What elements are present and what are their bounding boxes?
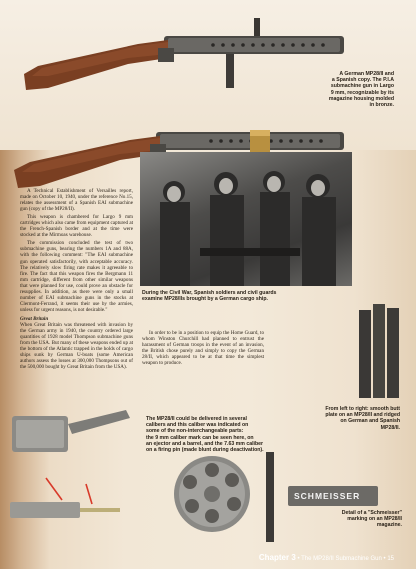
chapter-label: Chapter 3	[258, 553, 296, 562]
section-heading: Great Britain	[20, 315, 49, 322]
caption-line: Detail of a "Schmeisser"	[341, 510, 402, 516]
caption-line: plate on an MP28/II and ridged	[325, 412, 400, 419]
caption-line: submachine gun in Largo	[330, 83, 394, 90]
caption-line: in bronze.	[369, 102, 394, 109]
caption-line: marking on an MP28/II	[347, 516, 402, 523]
magazine-body	[266, 452, 274, 542]
caption-line: MP28/II.	[380, 424, 400, 431]
caption-schmeisser	[342, 510, 402, 529]
caption-civil-war	[142, 290, 352, 302]
caption-line: a Spanish copy. The P.I.A	[331, 77, 394, 84]
paragraph: In order to be in a position to equip the Home Guard, to whom Winston Churchill had planned to entrust the harassment of German troops in the event of an invasion, the British chose purely and simply to copy the German 28/II, which appeared to be at that time the simplest weapon to produce.	[142, 330, 264, 367]
caption-butt-plates	[325, 406, 400, 431]
chapter-title: The MP28/II Submachine Gun	[301, 556, 382, 562]
civil-war-photo	[140, 152, 352, 286]
schmeisser-stamp: SCHMEISSER	[294, 491, 361, 501]
caption-line: The MP28/II could be delivered in several	[146, 416, 247, 422]
paragraph: The commission concluded the test of two submachine guns, bearing the numbers 1A and 88A, with the following comment: "The EAI submachine gun operated satisfactorily, with acceptable accuracy. The relatively slow firing rate makes it agreeable to fire. The fact that this weapon fires the Bergmann 11 mm cartridge, different from other similar weapons that were planned for use, could prove an obstacle for resupplies. In addition, as there were only a small number of EAI submachine guns in the stocks at Clermont-Ferrand, it seems their use by the armies, unless for urgent reasons, is not desirable."	[20, 240, 133, 313]
drum-magazine-photo	[170, 452, 254, 536]
caption-line: on a firing pin (made blunt during deactivation).	[146, 447, 264, 454]
paragraph: A Technical Establishment of Versailles report, made on October 10, 1940, under the reference No.15, relates the assessment of a Spanish EAI submachine gun (copy of the MP28/II).	[20, 188, 133, 213]
caption-line: magazine housing molded	[328, 95, 394, 102]
caliber-parts-photo	[6, 408, 144, 528]
caption-line: From left to right: smooth butt	[325, 406, 400, 412]
caption-line: examine MP28/IIs brought by a German cargo ship.	[142, 296, 268, 303]
caption-line: the 9 mm caliber mark can be seen here, on	[146, 434, 254, 441]
caption-line: an ejector and a barrel, and the 7.63 mm caliber	[146, 440, 264, 447]
body-column-left	[20, 188, 133, 372]
caption-line: on German and Spanish	[340, 418, 400, 425]
magazines-photo	[357, 300, 401, 400]
caption-gun-comparison	[329, 71, 394, 108]
caption-line: magazine.	[376, 522, 402, 529]
paragraph: This weapon is chambered for Largo 9 mm cartridges which also came from equipment captured at the French-Spanish border and at the time were stocked at the Mirmoas warehouse.	[20, 214, 134, 239]
body-column-right	[142, 330, 264, 368]
page-footer: Chapter 3 • The MP28/II Submachine Gun • 15	[258, 553, 394, 562]
gun-image-german-mp28	[18, 18, 348, 98]
page-number: 15	[387, 556, 394, 562]
caption-line: calibers and this caliber was indicated on	[146, 422, 249, 429]
caption-line: 9 mm, recognizable by its	[330, 89, 394, 96]
paragraph: When Great Britain was threatened with invasion by the German army in 1940, the country ordered large quantities of 1928 model Thompson submachine guns from the USA. But many of these weapons ended up at the bottom of the Atlantic trapped in the holds of cargo ships sunk by German U-boats (some American authors assess the losses at 300,000 Thompsons out of the 500,000 bought by Great Britain from the USA).	[20, 321, 133, 371]
caption-caliber-marks	[146, 416, 280, 453]
caption-line: During the Civil War, Spanish soldiers and civil guards	[142, 290, 277, 296]
schmeisser-marking-photo	[288, 486, 378, 506]
caption-line: A German MP28/II and	[339, 71, 394, 77]
caption-line: some of the non-interchangeable parts:	[146, 428, 244, 435]
